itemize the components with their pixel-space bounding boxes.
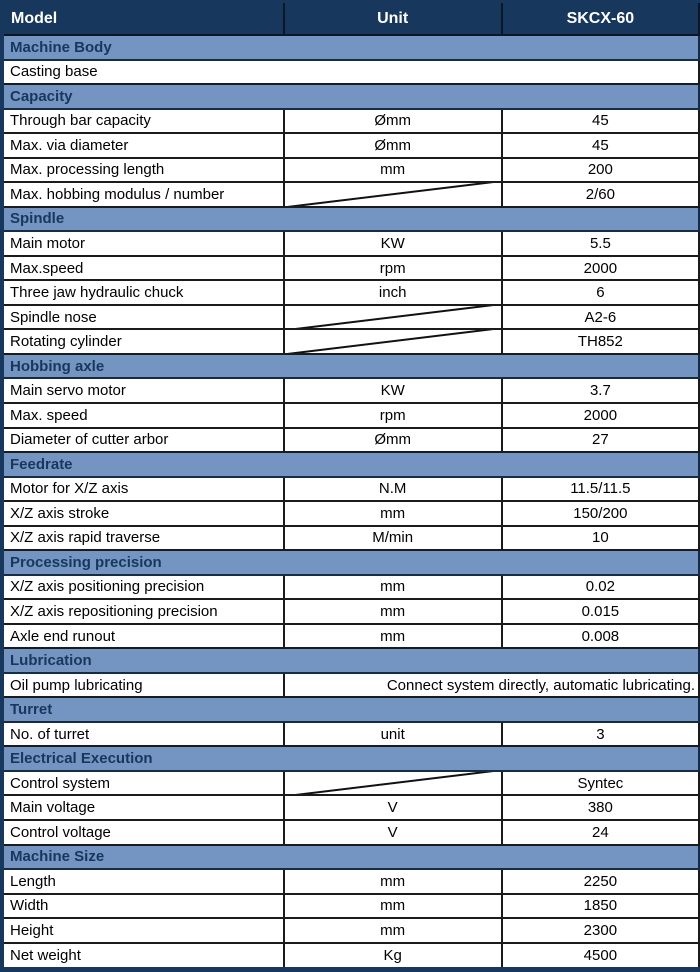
row-unit: V	[284, 820, 502, 845]
spec-table-body	[2, 35, 699, 970]
row-label: X/Z axis repositioning precision	[2, 599, 284, 624]
row-label: Three jaw hydraulic chuck	[2, 280, 284, 305]
row-label: Control voltage	[2, 820, 284, 845]
row-value: 10	[502, 526, 699, 551]
section-title: Turret	[2, 697, 699, 722]
row-value: 6	[502, 280, 699, 305]
section-title: Electrical Execution	[2, 746, 699, 771]
row-label: Height	[2, 918, 284, 943]
row-value: 3.7	[502, 378, 699, 403]
row-value: 0.008	[502, 624, 699, 649]
row-unit: inch	[284, 280, 502, 305]
table-row	[2, 280, 699, 305]
section-title: Processing precision	[2, 550, 699, 575]
table-row	[2, 673, 699, 698]
row-unit: Ømm	[284, 428, 502, 453]
row-label: Main motor	[2, 231, 284, 256]
table-row	[2, 403, 699, 428]
diagonal-strikethrough-icon	[285, 330, 501, 353]
row-value: 4500	[502, 943, 699, 970]
diagonal-strikethrough-icon	[285, 183, 501, 206]
row-value: 150/200	[502, 501, 699, 526]
row-unit-not-applicable	[284, 182, 502, 207]
row-unit: mm	[284, 918, 502, 943]
row-unit: KW	[284, 378, 502, 403]
header-unit: Unit	[284, 2, 502, 36]
table-row	[2, 109, 699, 134]
row-value: 2250	[502, 869, 699, 894]
section-row	[2, 550, 699, 575]
row-unit: mm	[284, 501, 502, 526]
row-label: Max. processing length	[2, 158, 284, 183]
row-unit-not-applicable	[284, 305, 502, 330]
table-row	[2, 526, 699, 551]
row-unit: Ømm	[284, 133, 502, 158]
table-row	[2, 722, 699, 747]
header-model: Model	[2, 2, 284, 36]
row-label: No. of turret	[2, 722, 284, 747]
table-row	[2, 378, 699, 403]
section-title: Capacity	[2, 84, 699, 109]
table-row	[2, 795, 699, 820]
section-row	[2, 354, 699, 379]
table-row	[2, 575, 699, 600]
table-row	[2, 305, 699, 330]
section-row	[2, 35, 699, 60]
row-label: Main voltage	[2, 795, 284, 820]
row-unit: mm	[284, 158, 502, 183]
table-row	[2, 771, 699, 796]
header-value-skcx60: SKCX-60	[502, 2, 699, 36]
section-title: Feedrate	[2, 452, 699, 477]
row-value: 27	[502, 428, 699, 453]
row-label: Max. via diameter	[2, 133, 284, 158]
table-row	[2, 428, 699, 453]
row-value: 45	[502, 133, 699, 158]
section-row	[2, 648, 699, 673]
row-value: 2000	[502, 403, 699, 428]
row-unit: KW	[284, 231, 502, 256]
row-label: Max. speed	[2, 403, 284, 428]
row-unit: mm	[284, 894, 502, 919]
row-unit-not-applicable	[284, 771, 502, 796]
section-title: Machine Size	[2, 845, 699, 870]
table-row	[2, 256, 699, 281]
row-value: A2-6	[502, 305, 699, 330]
row-unit: N.M	[284, 477, 502, 502]
section-title: Hobbing axle	[2, 354, 699, 379]
full-width-row	[2, 60, 699, 85]
row-value: 3	[502, 722, 699, 747]
table-row	[2, 182, 699, 207]
row-value: 11.5/11.5	[502, 477, 699, 502]
row-label: Length	[2, 869, 284, 894]
row-value: 0.015	[502, 599, 699, 624]
row-label: Spindle nose	[2, 305, 284, 330]
row-label: Through bar capacity	[2, 109, 284, 134]
row-label: Control system	[2, 771, 284, 796]
table-row	[2, 918, 699, 943]
row-label: X/Z axis stroke	[2, 501, 284, 526]
row-label: Max.speed	[2, 256, 284, 281]
table-row	[2, 599, 699, 624]
table-row	[2, 231, 699, 256]
row-value: 5.5	[502, 231, 699, 256]
row-label: Rotating cylinder	[2, 329, 284, 354]
row-value: 24	[502, 820, 699, 845]
section-row	[2, 845, 699, 870]
table-row	[2, 943, 699, 970]
row-value: 380	[502, 795, 699, 820]
row-label: Casting base	[2, 60, 699, 85]
section-row	[2, 452, 699, 477]
row-unit: Ømm	[284, 109, 502, 134]
row-unit: Kg	[284, 943, 502, 970]
row-label: Net weight	[2, 943, 284, 970]
table-row	[2, 133, 699, 158]
section-row	[2, 84, 699, 109]
row-label: Width	[2, 894, 284, 919]
row-value: 2/60	[502, 182, 699, 207]
diagonal-strikethrough-icon	[285, 772, 501, 795]
diagonal-strikethrough-icon	[285, 306, 501, 329]
row-unit: rpm	[284, 403, 502, 428]
row-label: Axle end runout	[2, 624, 284, 649]
row-value: TH852	[502, 329, 699, 354]
row-label: Oil pump lubricating	[2, 673, 284, 698]
table-row	[2, 624, 699, 649]
row-merged-value: Connect system directly, automatic lubricating.	[284, 673, 699, 698]
row-label: X/Z axis positioning precision	[2, 575, 284, 600]
row-value: 2000	[502, 256, 699, 281]
header-row	[2, 2, 699, 36]
section-title: Machine Body	[2, 35, 699, 60]
table-row	[2, 894, 699, 919]
row-unit: mm	[284, 869, 502, 894]
row-unit: mm	[284, 599, 502, 624]
row-unit: mm	[284, 624, 502, 649]
row-value: 45	[502, 109, 699, 134]
row-unit: unit	[284, 722, 502, 747]
row-label: X/Z axis rapid traverse	[2, 526, 284, 551]
spec-table-header	[2, 2, 699, 36]
row-value: 200	[502, 158, 699, 183]
row-unit: mm	[284, 575, 502, 600]
row-value: 2300	[502, 918, 699, 943]
table-row	[2, 477, 699, 502]
table-row	[2, 501, 699, 526]
table-row	[2, 869, 699, 894]
table-row	[2, 820, 699, 845]
row-label: Motor for X/Z axis	[2, 477, 284, 502]
row-unit: M/min	[284, 526, 502, 551]
section-row	[2, 697, 699, 722]
row-value: Syntec	[502, 771, 699, 796]
table-row	[2, 329, 699, 354]
row-unit: rpm	[284, 256, 502, 281]
row-value: 0.02	[502, 575, 699, 600]
row-label: Main servo motor	[2, 378, 284, 403]
section-title: Lubrication	[2, 648, 699, 673]
section-row	[2, 746, 699, 771]
section-row	[2, 207, 699, 232]
row-unit: V	[284, 795, 502, 820]
row-value: 1850	[502, 894, 699, 919]
row-label: Diameter of cutter arbor	[2, 428, 284, 453]
row-unit-not-applicable	[284, 329, 502, 354]
table-row	[2, 158, 699, 183]
section-title: Spindle	[2, 207, 699, 232]
row-label: Max. hobbing modulus / number	[2, 182, 284, 207]
